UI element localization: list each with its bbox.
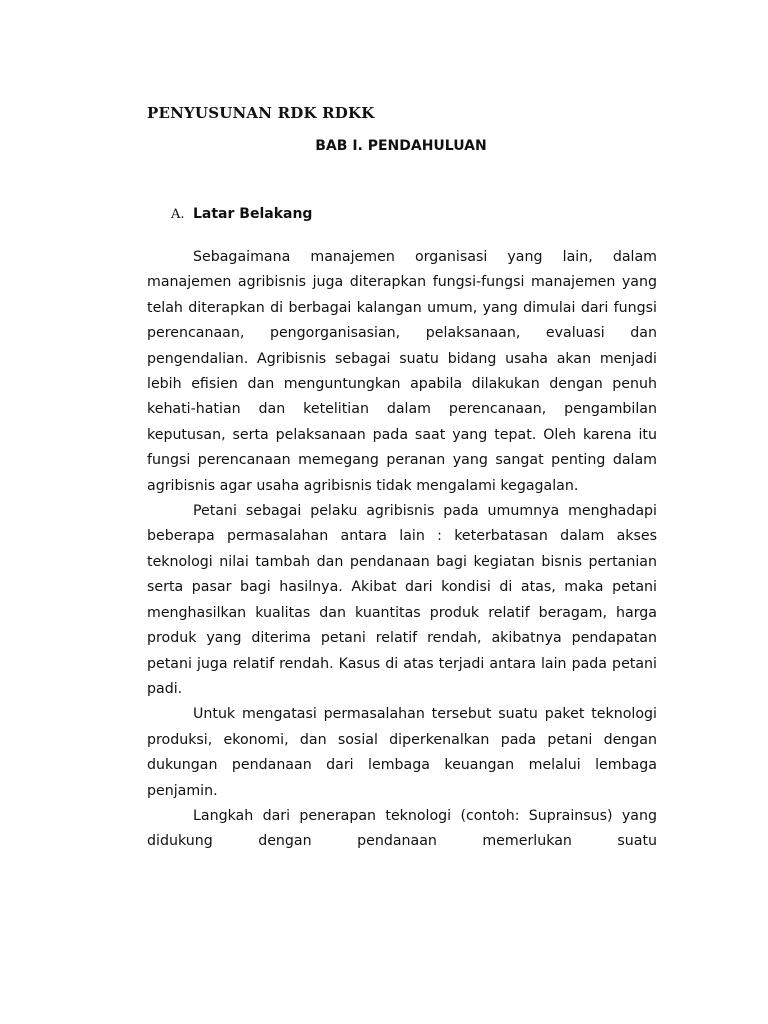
paragraph: Untuk mengatasi permasalahan tersebut suatu paket teknologi produksi, ekonomi, dan sosial diperkenalkan pada petani dengan dukungan pendanaan dari lembaga keuangan melalui lembaga penjamin.	[147, 706, 657, 799]
paragraph: Langkah dari penerapan teknologi (contoh: Suprainsus) yang didukung dengan pendanaan memerlukan suatu	[147, 807, 657, 850]
section-heading	[171, 206, 312, 222]
document-title: PENYUSUNAN RDK RDKK	[147, 104, 375, 122]
section-marker: A.	[171, 207, 185, 222]
paragraph: Sebagaimana manajemen organisasi yang lain, dalam manajemen agribisnis juga diterapkan fungsi-fungsi manajemen yang telah diterapkan di berbagai kalangan umum, yang dimulai dari fungsi perencanaan, pengorganisasian, pelaksanaan, evaluasi dan pengendalian. Agribisnis sebagai suatu bidang usaha akan menjadi lebih efisien dan menguntungkan apabila dilakukan dengan penuh kehati-hatian dan ketelitian dalam perencanaan, pengambilan keputusan, serta pelaksanaan pada saat yang tepat. Oleh karena itu fungsi perencanaan memegang peranan yang sangat penting dalam agribisnis agar usaha agribisnis tidak mengalami kegagalan.	[147, 249, 657, 494]
section-heading-text: Latar Belakang	[193, 206, 313, 222]
chapter-title: BAB I. PENDAHULUAN	[315, 138, 487, 154]
paragraph: Petani sebagai pelaku agribisnis pada umumnya menghadapi beberapa permasalahan antara lain : keterbatasan dalam akses teknologi nilai tambah dan pendanaan bagi kegiatan bisnis pertanian serta pasar bagi hasilnya. Akibat dari kondisi di atas, maka petani menghasilkan kualitas dan kuantitas produk relatif beragam, harga produk yang diterima petani relatif rendah, akibatnya pendapatan petani juga relatif rendah. Kasus di atas terjadi antara lain pada petani padi.	[147, 503, 657, 697]
body-text	[147, 245, 657, 855]
